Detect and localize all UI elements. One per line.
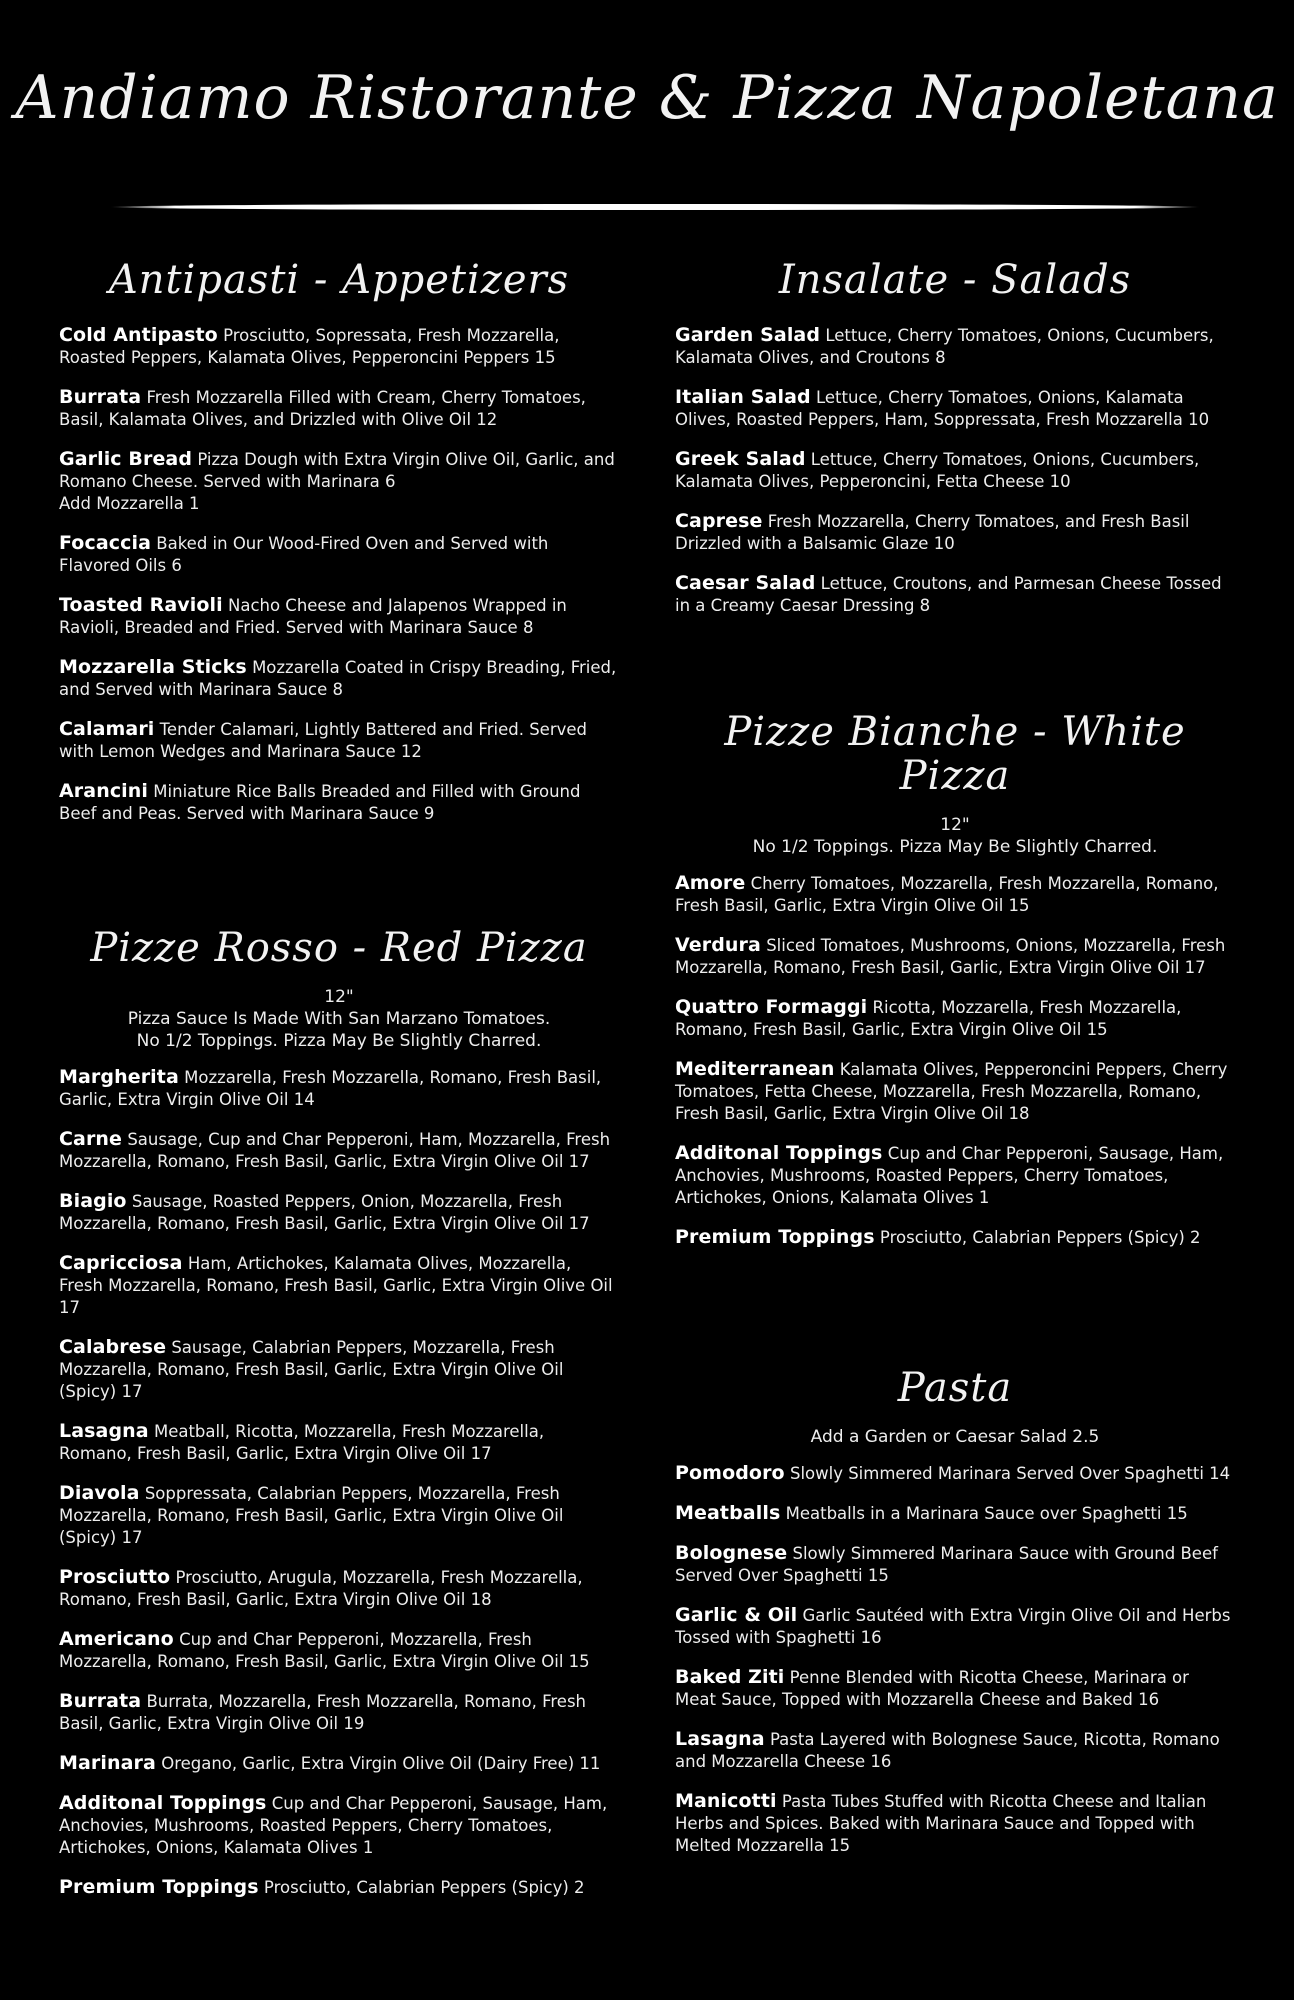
menu-item-description: Slowly Simmered Marinara Sauce with Ground Beef Served Over Spaghetti 15: [675, 1544, 1218, 1585]
antipasti-list: [59, 324, 619, 825]
pasta-salad-note: Add a Garden or Caesar Salad 2.5: [810, 1427, 1100, 1447]
menu-item: [59, 594, 619, 639]
menu-item: [59, 1690, 619, 1735]
pasta-list: [675, 1462, 1235, 1857]
title-divider: [110, 204, 1200, 210]
menu-item-description: Fresh Mozzarella Filled with Cream, Cherry Tomatoes, Basil, Kalamata Olives, and Drizzled with Olive Oil 12: [59, 388, 586, 429]
menu-item: [675, 1604, 1235, 1649]
menu-item-description: Meatballs in a Marinara Sauce over Spaghetti 15: [785, 1504, 1188, 1523]
menu-item-description: Slowly Simmered Marinara Served Over Spaghetti 14: [789, 1464, 1231, 1483]
menu-item: [675, 1226, 1235, 1249]
menu-item-name: Cold Antipasto: [59, 324, 218, 346]
menu-item: [675, 448, 1235, 493]
menu-item-description: Pasta Layered with Bolognese Sauce, Ricotta, Romano and Mozzarella Cheese 16: [675, 1730, 1220, 1771]
menu-item-description: Nacho Cheese and Jalapenos Wrapped in Ravioli, Breaded and Fried. Served with Marinara Sauce 8: [59, 596, 567, 637]
menu-item-addon: Add Mozzarella 1: [59, 494, 200, 513]
menu-item-description: Sausage, Roasted Peppers, Onion, Mozzarella, Fresh Mozzarella, Romano, Fresh Basil, Garlic, Extra Virgin Olive Oil 17: [59, 1192, 590, 1233]
menu-item: [59, 1252, 619, 1319]
pasta-title: Pasta: [897, 1365, 1013, 1411]
menu-item-description: Soppressata, Calabrian Peppers, Mozzarella, Fresh Mozzarella, Romano, Fresh Basil, Garlic, Extra Virgin Olive Oil (Spicy) 17: [59, 1484, 564, 1547]
menu-item-description: Pasta Tubes Stuffed with Ricotta Cheese and Italian Herbs and Spices. Baked with Marinara Sauce and Topped with Melted Mozzarella 15: [675, 1792, 1207, 1855]
menu-item-name: Garlic Bread: [59, 448, 193, 470]
menu-item: [675, 1790, 1235, 1857]
menu-item: [675, 1142, 1235, 1209]
menu-item-name: Calabrese: [59, 1336, 167, 1358]
menu-item-name: Carne: [59, 1128, 123, 1150]
menu-item-name: Baked Ziti: [675, 1666, 785, 1688]
menu-item: [59, 1066, 619, 1111]
spacer: [59, 842, 619, 926]
menu-item-description: Prosciutto, Calabrian Peppers (Spicy) 2: [879, 1228, 1201, 1247]
menu-item-description: Penne Blended with Ricotta Cheese, Marinara or Meat Sauce, Topped with Mozzarella Cheese and Baked 16: [675, 1668, 1189, 1709]
menu-item-name: Meatballs: [675, 1502, 781, 1524]
menu-item: [59, 386, 619, 431]
menu-item-name: Focaccia: [59, 532, 152, 554]
menu-item-name: Additonal Toppings: [59, 1792, 267, 1814]
menu-item-description: Ham, Artichokes, Kalamata Olives, Mozzarella, Fresh Mozzarella, Romano, Fresh Basil, Garlic, Extra Virgin Olive Oil 17: [59, 1254, 613, 1317]
menu-item: [675, 934, 1235, 979]
menu-item-name: Caesar Salad: [675, 572, 816, 594]
menu-item: [675, 386, 1235, 431]
menu-item: [675, 1058, 1235, 1125]
menu-item-name: Capricciosa: [59, 1252, 183, 1274]
menu-item-description: Mozzarella, Fresh Mozzarella, Romano, Fresh Basil, Garlic, Extra Virgin Olive Oil 14: [59, 1068, 602, 1109]
menu-item-description: Miniature Rice Balls Breaded and Filled with Ground Beef and Peas. Served with Marinara Sauce 9: [59, 782, 581, 823]
antipasti-title: Antipasti - Appetizers: [108, 257, 570, 303]
menu-item-name: Verdura: [675, 934, 761, 956]
menu-item: [675, 872, 1235, 917]
menu-item-name: Pomodoro: [675, 1462, 785, 1484]
left-column: [59, 258, 619, 1916]
menu-item-name: Manicotti: [675, 1790, 777, 1812]
menu-item: [59, 1792, 619, 1859]
rosso-sauce-note: Pizza Sauce Is Made With San Marzano Tomatoes.: [127, 1009, 551, 1029]
menu-item: [675, 1462, 1235, 1485]
menu-item: [59, 780, 619, 825]
menu-item-name: Lasagna: [675, 1728, 765, 1750]
menu-item-description: Ricotta, Mozzarella, Fresh Mozzarella, Romano, Fresh Basil, Garlic, Extra Virgin Olive Oil 15: [675, 998, 1182, 1039]
menu-item-description: Mozzarella Coated in Crispy Breading, Fried, and Served with Marinara Sauce 8: [59, 658, 617, 699]
menu-item-name: Garlic & Oil: [675, 1604, 798, 1626]
menu-item-description: Garlic Sautéed with Extra Virgin Olive Oil and Herbs Tossed with Spaghetti 16: [675, 1606, 1231, 1647]
menu-item-description: Prosciutto, Arugula, Mozzarella, Fresh Mozzarella, Romano, Fresh Basil, Garlic, Extra Virgin Olive Oil 18: [59, 1568, 583, 1609]
menu-item-description: Sausage, Calabrian Peppers, Mozzarella, Fresh Mozzarella, Romano, Fresh Basil, Garlic, Extra Virgin Olive Oil (Spicy) 17: [59, 1338, 564, 1401]
menu-item-description: Lettuce, Cherry Tomatoes, Onions, Cucumbers, Kalamata Olives, and Croutons 8: [675, 326, 1214, 367]
pasta-note: [675, 1426, 1235, 1448]
menu-item-description: Fresh Mozzarella, Cherry Tomatoes, and Fresh Basil Drizzled with a Balsamic Glaze 10: [675, 512, 1190, 553]
spacer: [675, 1266, 1235, 1366]
menu-item-description: Burrata, Mozzarella, Fresh Mozzarella, Romano, Fresh Basil, Garlic, Extra Virgin Olive Oil 19: [59, 1692, 587, 1733]
menu-item-name: Toasted Ravioli: [59, 594, 223, 616]
menu-item-name: Burrata: [59, 386, 142, 408]
menu-item-name: Marinara: [59, 1752, 156, 1774]
menu-item-description: Cup and Char Pepperoni, Sausage, Ham, Anchovies, Mushrooms, Roasted Peppers, Cherry Tomatoes, Artichokes, Onions, Kalamata Olives 1: [675, 1144, 1224, 1207]
menu-item-name: Premium Toppings: [675, 1226, 875, 1248]
spacer: [675, 634, 1235, 710]
menu-item-name: Mediterranean: [675, 1058, 835, 1080]
menu-item-name: Arancini: [59, 780, 149, 802]
menu-item-description: Baked in Our Wood-Fired Oven and Served with Flavored Oils 6: [59, 534, 549, 575]
menu-item-name: Amore: [675, 872, 746, 894]
menu-item-name: Premium Toppings: [59, 1876, 259, 1898]
menu-item: [675, 996, 1235, 1041]
menu-item-name: Prosciutto: [59, 1566, 171, 1588]
menu-item-description: Cup and Char Pepperoni, Sausage, Ham, Anchovies, Mushrooms, Roasted Peppers, Cherry Tomatoes, Artichokes, Onions, Kalamata Olives 1: [59, 1794, 608, 1857]
menu-item-name: Calamari: [59, 718, 155, 740]
menu-item: [675, 1666, 1235, 1711]
menu-item-description: Sliced Tomatoes, Mushrooms, Onions, Mozzarella, Fresh Mozzarella, Romano, Fresh Basil, Garlic, Extra Virgin Olive Oil 17: [675, 936, 1226, 977]
menu-item-name: Burrata: [59, 1690, 142, 1712]
menu-item-description: Pizza Dough with Extra Virgin Olive Oil, Garlic, and Romano Cheese. Served with Marinara 6: [59, 450, 615, 491]
menu-item-name: Garden Salad: [675, 324, 821, 346]
menu-item: [59, 718, 619, 763]
menu-item-name: Diavola: [59, 1482, 140, 1504]
menu-item: [59, 1566, 619, 1611]
menu-item-description: Lettuce, Croutons, and Parmesan Cheese Tossed in a Creamy Caesar Dressing 8: [675, 574, 1222, 615]
salads-list: [675, 324, 1235, 617]
menu-item: [675, 1728, 1235, 1773]
bianche-note: [675, 814, 1235, 858]
menu-item: [675, 324, 1235, 369]
rosso-title: Pizze Rosso - Red Pizza: [90, 925, 588, 971]
rosso-size: 12": [324, 987, 354, 1007]
menu-item-description: Meatball, Ricotta, Mozzarella, Fresh Mozzarella, Romano, Fresh Basil, Garlic, Extra Virgin Olive Oil 17: [59, 1422, 545, 1463]
menu-item-name: Margherita: [59, 1066, 179, 1088]
menu-item-name: Lasagna: [59, 1420, 149, 1442]
bianche-title: Pizze Bianche - White Pizza: [724, 709, 1186, 799]
menu-item: [59, 1752, 619, 1775]
menu-item-name: Bolognese: [675, 1542, 788, 1564]
menu-item: [59, 324, 619, 369]
rosso-toppings-note: No 1/2 Toppings. Pizza May Be Slightly Charred.: [136, 1031, 542, 1051]
bianche-list: [675, 872, 1235, 1249]
menu-item: [59, 1128, 619, 1173]
menu-item: [59, 1482, 619, 1549]
menu-item-description: Oregano, Garlic, Extra Virgin Olive Oil (Dairy Free) 11: [161, 1754, 601, 1773]
menu-item: [59, 532, 619, 577]
menu-item-description: Prosciutto, Sopressata, Fresh Mozzarella, Roasted Peppers, Kalamata Olives, Pepperoncini Peppers 15: [59, 326, 560, 367]
menu-item: [59, 656, 619, 701]
menu-item-name: Mozzarella Sticks: [59, 656, 247, 678]
menu-item-name: Additonal Toppings: [675, 1142, 883, 1164]
menu-item: [59, 1420, 619, 1465]
menu-item: [59, 1876, 619, 1899]
menu-item: [59, 1190, 619, 1235]
bianche-toppings-note: No 1/2 Toppings. Pizza May Be Slightly Charred.: [752, 837, 1158, 857]
menu-item-name: Italian Salad: [675, 386, 811, 408]
menu-item: [59, 1628, 619, 1673]
menu-item: [675, 510, 1235, 555]
menu-item-description: Lettuce, Cherry Tomatoes, Onions, Kalamata Olives, Roasted Peppers, Ham, Soppressata, Fresh Mozzarella 10: [675, 388, 1210, 429]
menu-item-description: Prosciutto, Calabrian Peppers (Spicy) 2: [263, 1878, 585, 1897]
menu-item-name: Biagio: [59, 1190, 127, 1212]
menu-item: [59, 448, 619, 515]
rosso-note: [59, 986, 619, 1052]
bianche-size: 12": [940, 815, 970, 835]
menu-item: [675, 572, 1235, 617]
right-column: [675, 258, 1235, 1874]
menu-item-description: Sausage, Cup and Char Pepperoni, Ham, Mozzarella, Fresh Mozzarella, Romano, Fresh Basil, Garlic, Extra Virgin Olive Oil 17: [59, 1130, 611, 1171]
menu-item-description: Tender Calamari, Lightly Battered and Fried. Served with Lemon Wedges and Marinara Sauce 12: [59, 720, 588, 761]
salads-title: Insalate - Salads: [778, 257, 1132, 303]
restaurant-title: Andiamo Ristorante & Pizza Napoletana: [15, 63, 1279, 133]
menu-item-name: Quattro Formaggi: [675, 996, 868, 1018]
menu-item: [675, 1542, 1235, 1587]
menu-item-name: Americano: [59, 1628, 174, 1650]
menu-item-description: Cherry Tomatoes, Mozzarella, Fresh Mozzarella, Romano, Fresh Basil, Garlic, Extra Virgin Olive Oil 15: [675, 874, 1219, 915]
menu-item-name: Greek Salad: [675, 448, 806, 470]
menu-item: [675, 1502, 1235, 1525]
menu-item-name: Caprese: [675, 510, 763, 532]
menu-item-description: Kalamata Olives, Pepperoncini Peppers, Cherry Tomatoes, Fetta Cheese, Mozzarella, Fresh Mozzarella, Romano, Fresh Basil, Garlic, Extra Virgin Olive Oil 18: [675, 1060, 1228, 1123]
menu-item-description: Cup and Char Pepperoni, Mozzarella, Fresh Mozzarella, Romano, Fresh Basil, Garlic, Extra Virgin Olive Oil 15: [59, 1630, 590, 1671]
rosso-list: [59, 1066, 619, 1899]
menu-item: [59, 1336, 619, 1403]
menu-item-description: Lettuce, Cherry Tomatoes, Onions, Cucumbers, Kalamata Olives, Pepperoncini, Fetta Cheese 10: [675, 450, 1200, 491]
